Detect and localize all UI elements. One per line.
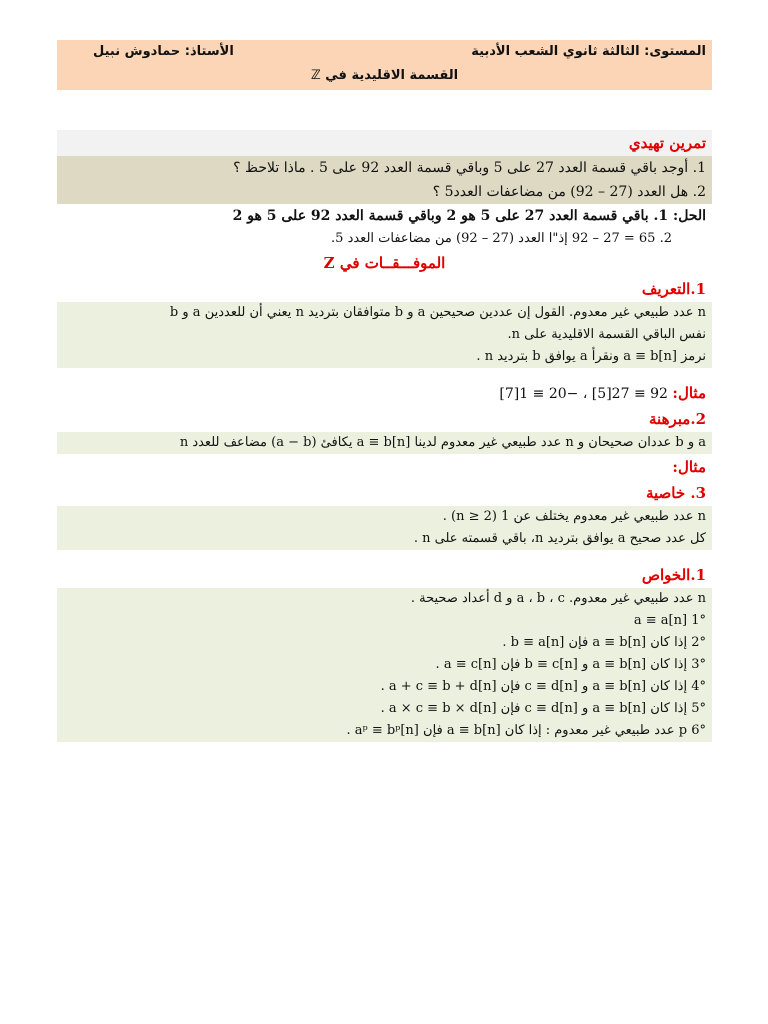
property-item: 3° إذا كان a ≡ b[n] و b ≡ c[n] فإن a ≡ c[n] . xyxy=(57,654,712,676)
property-item: 2° إذا كان a ≡ b[n] فإن b ≡ a[n] . xyxy=(57,632,712,654)
theorem-line-1: a و b عددان صحيحان و n عدد طبيعي غير معدوم لدينا a ≡ b[n] يكافئ (a − b) مضاعف للعدد n xyxy=(57,432,712,454)
intro-exercise-title: تمرين تهيدي xyxy=(57,130,712,156)
property-title: 3. خاصية xyxy=(645,484,706,502)
intro-solution-2: 2. 65 = 27 – 92 إذ"ا العدد (27 – 92) من مضاعفات العدد 5. xyxy=(331,231,672,246)
example-2-label: مثال: xyxy=(672,458,706,476)
definition-line-1: n عدد طبيعي غير معدوم. القول إن عددين صحيحين a و b متوافقان بترديد n يعني أن للعددين a و b xyxy=(57,302,712,324)
definition-line-2: نفس الباقي القسمة الاقليدية على n. xyxy=(57,324,712,346)
congruences-heading: الموفـــقــات في Z xyxy=(323,254,446,272)
property-item: 6° p عدد طبيعي غير معدوم : إذا كان a ≡ b[n] فإن aᵖ ≡ bᵖ[n] . xyxy=(57,720,712,742)
property-line-1: n عدد طبيعي غير معدوم يختلف عن 1 (n ≥ 2) . xyxy=(57,506,712,528)
property-item: 4° إذا كان a ≡ b[n] و c ≡ d[n] فإن a + c ≡ b + d[n] . xyxy=(57,676,712,698)
example-1 xyxy=(57,380,712,406)
intro-question-1: 1. أوجد باقي قسمة العدد 27 على 5 وباقي قسمة العدد 92 على 5 . ماذا تلاحظ ؟ xyxy=(57,156,712,180)
definition-title: 1.التعريف xyxy=(641,280,706,298)
properties-intro: n عدد طبيعي غير معدوم. a ، b ، c و d أعداد صحيحة . xyxy=(57,588,712,610)
properties-title: 1.الخواص xyxy=(641,566,706,584)
intro-question-2: 2. هل العدد (27 – 92) من مضاعفات العدد5 ؟ xyxy=(57,180,712,204)
property-item: 1° a ≡ a[n] xyxy=(57,610,712,632)
worksheet-header xyxy=(57,40,712,90)
worksheet-page xyxy=(57,40,712,742)
example-1-text: 92 ≡ 27[5] ، −20 ≡ 1[7] xyxy=(499,386,668,402)
definition-line-3: نرمز a ≡ b[n] ونقرأ a يوافق b بترديد n . xyxy=(57,346,712,368)
level-label: المستوى: الثالثة ثانوي الشعب الأدبية xyxy=(471,44,706,59)
intro-solution-1: الحل: 1. باقي قسمة العدد 27 على 5 هو 2 وباقي قسمة العدد 92 على 5 هو 2 xyxy=(232,208,706,224)
property-item: 5° إذا كان a ≡ b[n] و c ≡ d[n] فإن a × c ≡ b × d[n] . xyxy=(57,698,712,720)
example-1-label: مثال: xyxy=(672,384,706,402)
lesson-topic: القسمة الاقليدية في ℤ xyxy=(310,68,459,83)
teacher-label: الأستاذ: حمادوش نبيل xyxy=(93,44,234,59)
property-line-2: كل عدد صحيح a يوافق بترديد n، باقي قسمته على n . xyxy=(57,528,712,550)
theorem-title: 2.مبرهنة xyxy=(649,410,706,428)
